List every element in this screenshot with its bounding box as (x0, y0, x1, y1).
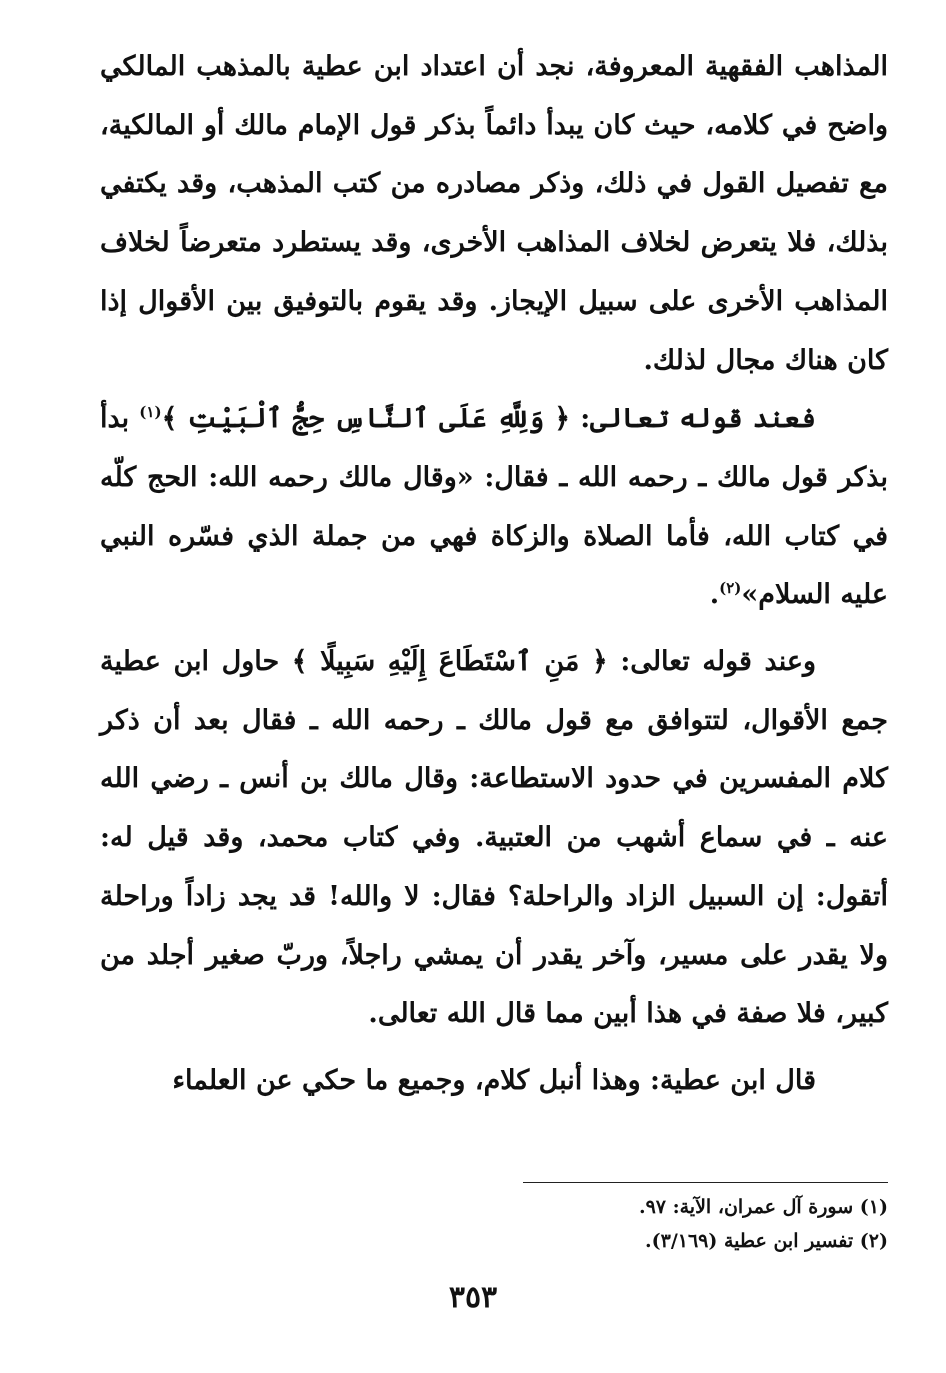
footnotes (288, 1190, 888, 1258)
paragraph-2 (100, 390, 888, 625)
paragraph-3-body: حاول ابن عطية جمع الأقوال، لتتوافق مع قول مالك ـ رحمه الله ـ فقال بعد أن ذكر كلام المفسرين في حدود الاستطاعة: وقال مالك بن أنس ـ رضي الله عنه ـ في سماع أشهب من العتبية. وفي كتاب محمد، وقد قيل له: أتقول: إن السبيل الزاد والراحلة؟ فقال: لا والله! قد يجد زاداً وراحلة ولا يقدر على مسير، وآخر يقدر أن يمشي راجلاً، وربّ صغير أجلد من كبير، فلا صفة في هذا أبين مما قال الله تعالى. (100, 646, 888, 1030)
paragraph-1: المذاهب الفقهية المعروفة، نجد أن اعتداد ابن عطية بالمذهب المالكي واضح في كلامه، حيث كان يبدأ دائماً بذكر قول الإمام مالك أو المالكية، مع تفصيل القول في ذلك، وذكر مصادره من كتب المذهب، وقد يكتفي بذلك، فلا يتعرض لخلاف المذاهب الأخرى، وقد يستطرد متعرضاً لخلاف المذاهب الأخرى على سبيل الإيجاز. وقد يقوم بالتوفيق بين الأقوال إذا كان هناك مجال لذلك. (100, 51, 888, 376)
footnote-divider (523, 1182, 888, 1183)
footnote-ref-2: (٢) (719, 579, 742, 598)
paragraph-2-body: بدأ بذكر قول مالك ـ رحمه الله ـ فقال: «وقال مالك رحمه الله: الحج كلّه في كتاب الله، فأما الصلاة والزكاة فهي من جملة الذي فسّره النبي عليه السلام» (100, 403, 888, 611)
main-text (100, 38, 888, 1111)
quran-verse-1: ﴿ وَلِلَّهِ عَلَى ٱلنَّاسِ حِجُّ ٱلْبَيْتِ ﴾ (161, 403, 571, 435)
paragraph-3 (100, 633, 888, 1044)
footnote-2: (٢) تفسير ابن عطية (٣/١٦٩). (645, 1230, 888, 1252)
paragraph-3-intro: وعند قوله تعالى: (620, 646, 816, 678)
page-number: ٣٥٣ (448, 1280, 498, 1315)
footnote-ref-1: (١) (139, 403, 162, 422)
footnote-1: (١) سورة آل عمران، الآية: ٩٧. (638, 1196, 888, 1218)
paragraph-2-end: . (709, 579, 720, 611)
paragraph-4: قال ابن عطية: وهذا أنبل كلام، وجميع ما حكي عن العلماء (172, 1064, 816, 1096)
paragraph-2-intro: فعند قوله تعالى: (580, 403, 816, 435)
quran-verse-2: ﴿ مَنِ ٱسْتَطَاعَ إِلَيْهِ سَبِيلًا ﴾ (291, 646, 608, 678)
